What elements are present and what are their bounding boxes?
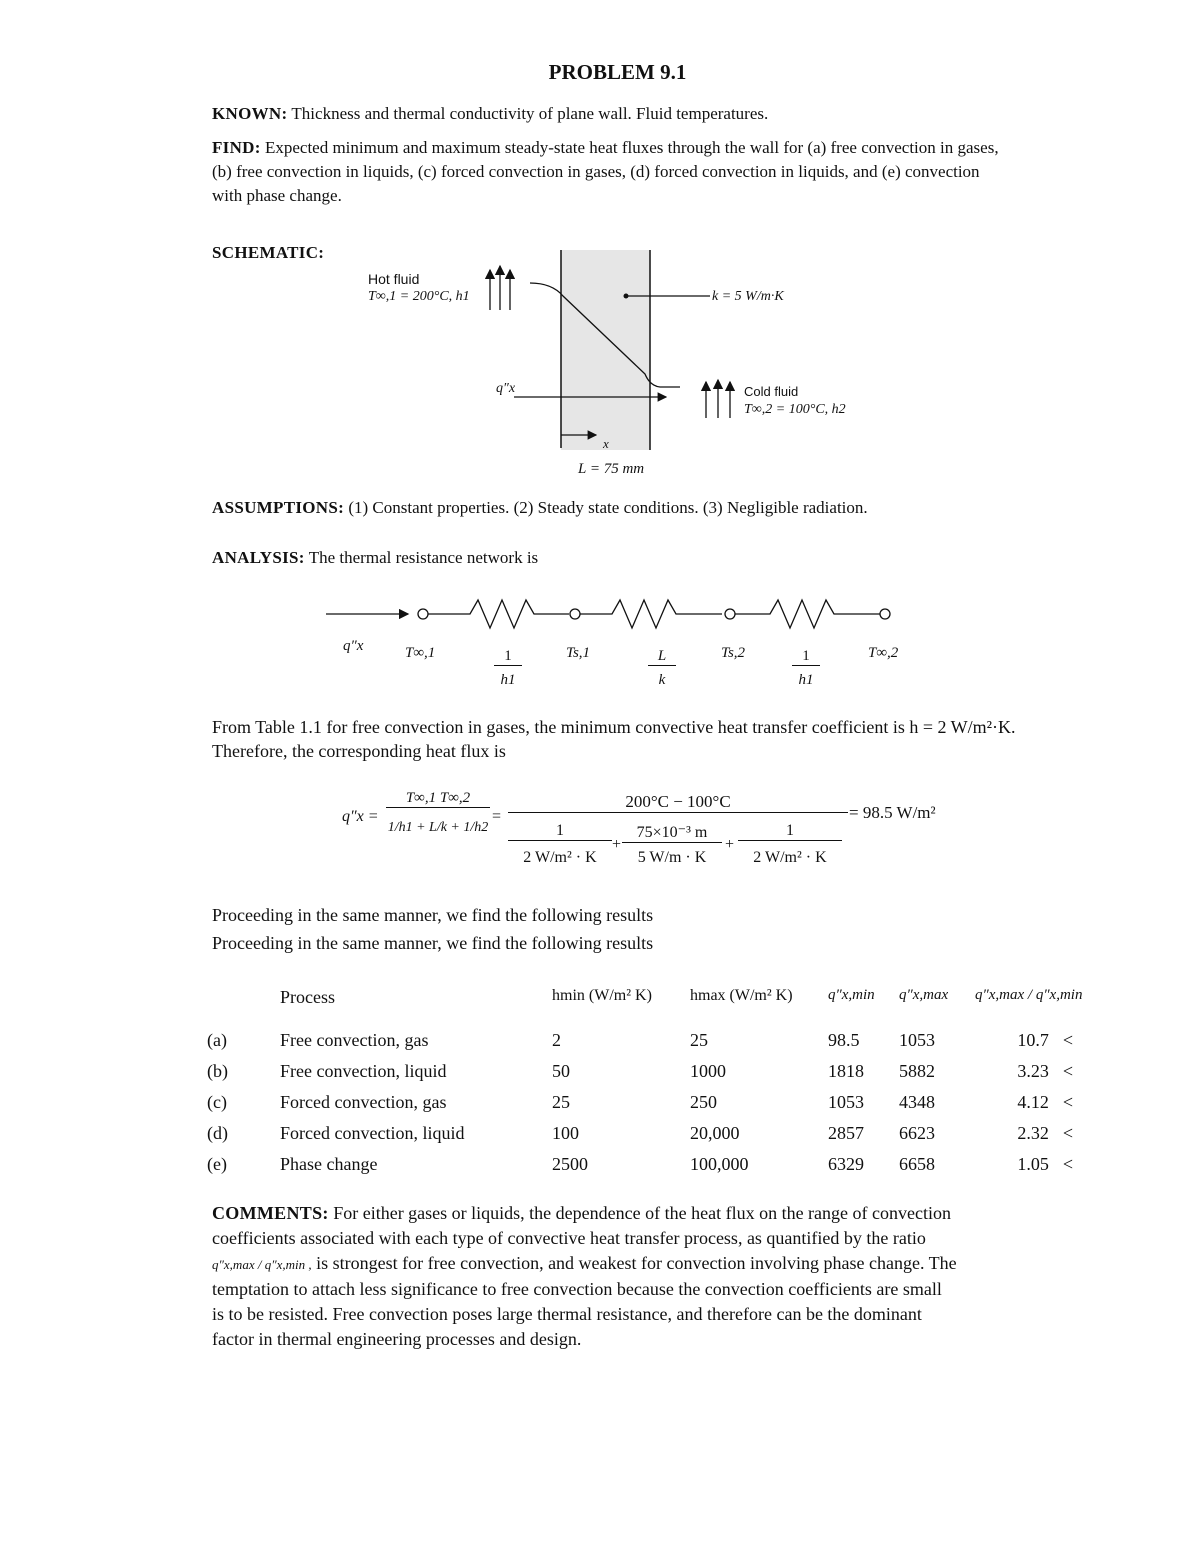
comments-text-3: is strongest for free convection, and weakest for convection involving phase change. The (316, 1253, 957, 1273)
table-row (207, 1056, 1082, 1087)
r2-numerator: L (648, 648, 676, 666)
table-row (207, 1087, 1082, 1118)
eq-term1-denominator: 2 W/m² · K (523, 849, 597, 866)
comments-ratio: q″x,max / q″x,min , (212, 1257, 312, 1272)
cold-fluid-label: Cold fluid (744, 384, 799, 399)
node-t-inf-2 (880, 609, 890, 619)
row-qmax: 1053 (899, 1030, 935, 1050)
row-ratio: 1.05 (1017, 1154, 1049, 1174)
comments-line-1 (212, 1201, 1082, 1226)
heat-flux-label: q″x (496, 381, 516, 396)
row-hmax: 20,000 (690, 1123, 740, 1143)
row-ratio: 4.12 (1017, 1092, 1049, 1112)
hot-fluid-props: T∞,1 = 200°C, h1 (368, 289, 470, 304)
resistor-1 (428, 600, 569, 628)
proceeding-line-1: Proceeding in the same manner, we find the following results (212, 905, 654, 925)
results-table (207, 985, 1082, 1180)
find-label: FIND: (212, 138, 261, 157)
comments-line-4: temptation to attach less significance to free convection because the convection coefficients are small (212, 1279, 942, 1299)
table-row (207, 1118, 1082, 1149)
known-text: Thickness and thermal conductivity of plane wall. Fluid temperatures. (291, 104, 769, 123)
assumptions-label: ASSUMPTIONS: (212, 498, 345, 517)
results-header-row (207, 985, 1082, 1025)
eq-term2-numerator: 75×10⁻³ m (622, 822, 722, 843)
row-id: (b) (207, 1061, 228, 1081)
eq-equals: = (492, 808, 502, 825)
header-process: Process (280, 987, 335, 1007)
eq-result: = 98.5 W/m² (849, 803, 936, 822)
thickness-label: L = 75 mm (578, 461, 645, 477)
row-qmax: 6658 (899, 1154, 935, 1174)
node-t-inf-1 (418, 609, 428, 619)
row-qmax: 6623 (899, 1123, 935, 1143)
row-qmin: 1053 (828, 1092, 864, 1112)
row-hmin: 50 (552, 1061, 570, 1081)
eq-plus-1: + (612, 836, 622, 853)
row-id: (c) (207, 1092, 227, 1112)
row-ratio: 2.32 (1017, 1123, 1049, 1143)
header-hmin: hmin (W/m² K) (552, 987, 652, 1004)
row-mark: < (1062, 1061, 1073, 1081)
resistance-network (0, 590, 1200, 640)
comments-line-2: coefficients associated with each type of convective heat transfer process, as quantified by the ratio (212, 1228, 926, 1248)
row-qmin: 2857 (828, 1123, 864, 1143)
page-title: PROBLEM 9.1 (548, 60, 687, 84)
row-hmax: 25 (690, 1030, 708, 1050)
comments-section (212, 1201, 1082, 1352)
row-process: Phase change (280, 1154, 378, 1174)
hot-fluid-arrows (490, 266, 510, 310)
eq-numerator: 200°C − 100°C (508, 792, 848, 813)
schematic-label: SCHEMATIC: (212, 243, 325, 262)
r2-denominator: k (658, 672, 666, 688)
row-ratio: 10.7 (1017, 1030, 1049, 1050)
comments-line-3 (212, 1251, 1082, 1277)
comments-line-6: factor in thermal engineering processes and design. (212, 1329, 582, 1349)
row-hmax: 250 (690, 1092, 717, 1112)
row-mark: < (1062, 1123, 1073, 1143)
eq-term3-numerator: 1 (738, 822, 842, 841)
row-process: Free convection, liquid (280, 1061, 447, 1081)
find-text: Expected minimum and maximum steady-state heat fluxes through the wall for (a) free convection in gases, (b) free convection in liquids, (c) forced convection in gases, (d) forced convection in liquids, and (e) convection with phase change. (212, 138, 999, 205)
r3-denominator: h1 (798, 672, 814, 688)
cold-fluid-props: T∞,2 = 100°C, h2 (744, 402, 846, 417)
row-hmax: 1000 (690, 1061, 726, 1081)
header-qmin: q″x,min (828, 987, 875, 1003)
table-row (207, 1149, 1082, 1180)
eq-symbolic-numerator: T∞,1 T∞,2 (386, 790, 490, 808)
k-dot (624, 294, 629, 299)
row-hmin: 2500 (552, 1154, 588, 1174)
header-hmax: hmax (W/m² K) (690, 987, 793, 1004)
table-intro: From Table 1.1 for free convection in gases, the minimum convective heat transfer coefficient is h = 2 W/m²·K. Therefore, the corresponding heat flux is (212, 717, 1016, 761)
row-process: Free convection, gas (280, 1030, 429, 1050)
row-mark: < (1062, 1154, 1073, 1174)
table-row (207, 1025, 1082, 1056)
row-qmin: 6329 (828, 1154, 864, 1174)
schematic-diagram (0, 0, 1200, 490)
eq-term3-denominator: 2 W/m² · K (753, 849, 827, 866)
row-ratio: 3.23 (1017, 1061, 1049, 1081)
resistor-2 (580, 600, 722, 628)
resistor-3 (735, 600, 880, 628)
conductivity-label: k = 5 W/m·K (712, 289, 784, 304)
eq-plus-2: + (725, 836, 735, 853)
eq-lhs: q″x = (342, 808, 379, 825)
network-q-label: q″x (343, 638, 364, 654)
analysis-label: ANALYSIS: (212, 548, 305, 567)
network-t2-label: Ts,1 (566, 645, 591, 661)
row-qmax: 5882 (899, 1061, 935, 1081)
analysis-section (212, 546, 1012, 570)
network-t4-label: T∞,2 (868, 645, 899, 661)
node-ts-1 (570, 609, 580, 619)
row-qmin: 1818 (828, 1061, 864, 1081)
known-label: KNOWN: (212, 104, 288, 123)
row-hmax: 100,000 (690, 1154, 749, 1174)
analysis-text: The thermal resistance network is (308, 548, 539, 567)
eq-term2-denominator: 5 W/m · K (637, 849, 707, 866)
row-id: (d) (207, 1123, 228, 1143)
comments-label: COMMENTS: (212, 1203, 329, 1223)
header-ratio: q″x,max / q″x,min (975, 987, 1083, 1003)
node-ts-2 (725, 609, 735, 619)
network-t3-label: Ts,2 (721, 645, 746, 661)
row-qmax: 4348 (899, 1092, 935, 1112)
comments-line-5: is to be resisted. Free convection poses large thermal resistance, and therefore can be the dominant (212, 1304, 922, 1324)
r1-numerator: 1 (494, 648, 522, 666)
row-process: Forced convection, gas (280, 1092, 447, 1112)
row-id: (e) (207, 1154, 227, 1174)
row-process: Forced convection, liquid (280, 1123, 465, 1143)
cold-fluid-arrows (706, 380, 730, 418)
wall-shading (561, 250, 650, 450)
row-hmin: 2 (552, 1030, 561, 1050)
row-hmin: 25 (552, 1092, 570, 1112)
assumptions-section (212, 496, 1012, 520)
row-hmin: 100 (552, 1123, 579, 1143)
row-mark: < (1062, 1092, 1073, 1112)
hot-fluid-label: Hot fluid (368, 271, 420, 287)
eq-symbolic-denominator: 1/h1 + L/k + 1/h2 (387, 820, 489, 835)
comments-text-1: For either gases or liquids, the dependence of the heat flux on the range of convection (333, 1203, 951, 1223)
header-qmax: q″x,max (899, 987, 949, 1003)
proceeding-line-2: Proceeding in the same manner, we find the following results (212, 933, 654, 953)
x-label: x (603, 436, 609, 451)
row-qmin: 98.5 (828, 1030, 860, 1050)
row-mark: < (1062, 1030, 1073, 1050)
r1-denominator: h1 (500, 672, 516, 688)
assumptions-text: (1) Constant properties. (2) Steady state conditions. (3) Negligible radiation. (348, 498, 868, 517)
network-t1-label: T∞,1 (405, 645, 436, 661)
r3-numerator: 1 (792, 648, 820, 666)
row-id: (a) (207, 1030, 227, 1050)
eq-term1-numerator: 1 (508, 822, 612, 841)
